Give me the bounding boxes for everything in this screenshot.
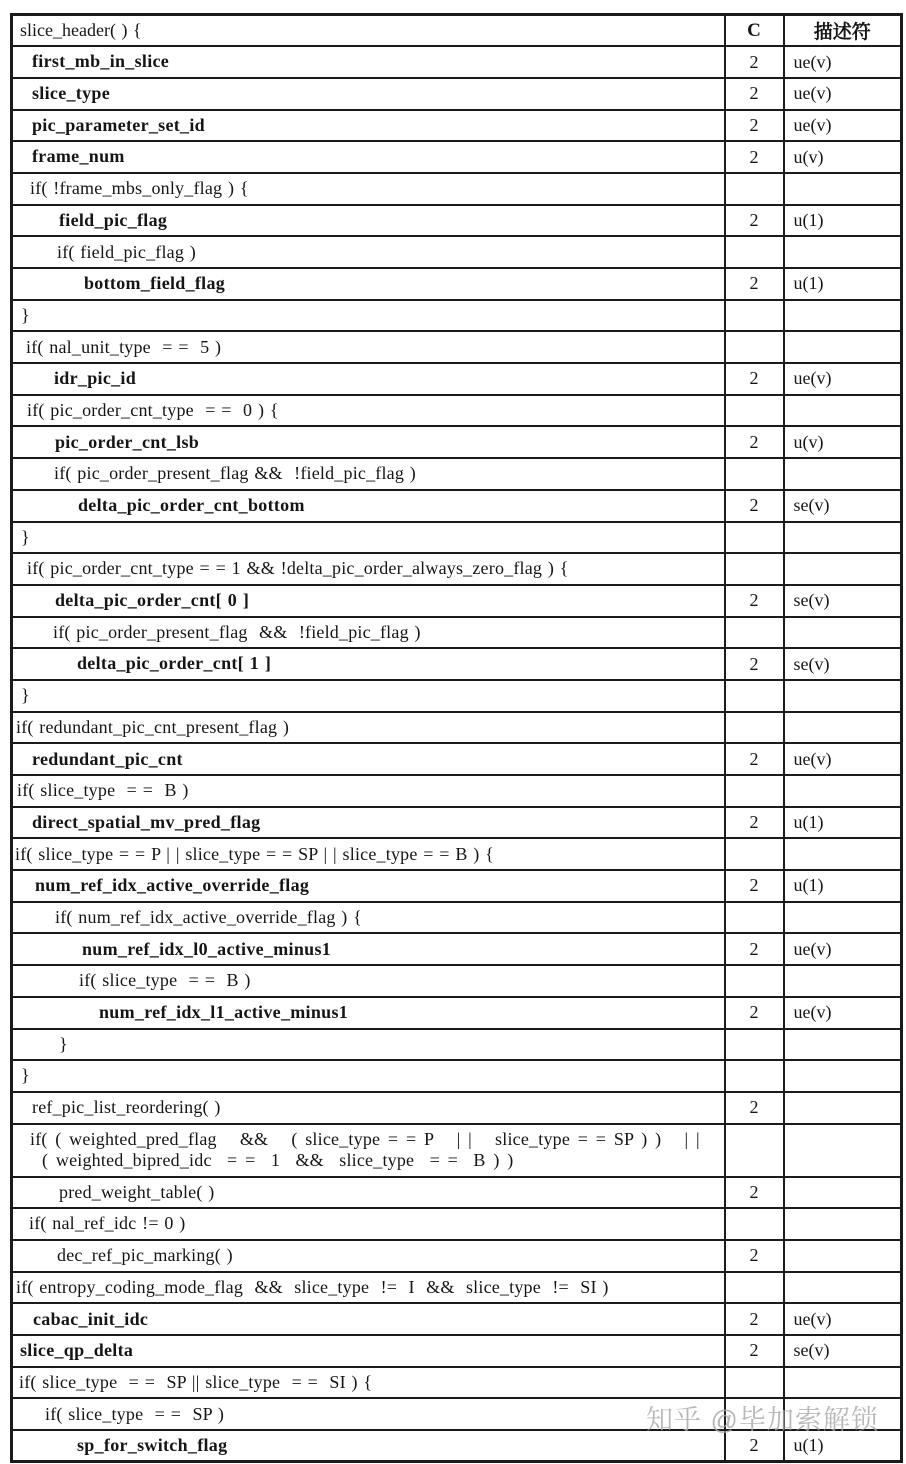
syntax-cell: [12, 395, 725, 427]
syntax-text: if( pic_order_cnt_type = = 1 && !delta_pic_order_always_zero_flag ) {: [27, 558, 569, 579]
syntax-text: }: [59, 1033, 68, 1054]
descriptor-cell: se(v): [784, 585, 902, 617]
category-cell: [725, 331, 784, 363]
category-cell: 2: [725, 490, 784, 522]
syntax-text: if( slice_type = = P | | slice_type = = SP | | slice_type = = B ) {: [15, 843, 494, 864]
table-row: [12, 110, 902, 142]
syntax-cell: [12, 522, 725, 554]
descriptor-cell: [784, 1092, 902, 1124]
syntax-text: num_ref_idx_l1_active_minus1: [99, 1002, 349, 1023]
syntax-cell: [12, 1092, 725, 1124]
syntax-text: cabac_init_idc: [33, 1308, 149, 1329]
category-cell: [725, 300, 784, 332]
category-cell: 2: [725, 1430, 784, 1462]
syntax-cell: [12, 1060, 725, 1092]
table-row: [12, 712, 902, 744]
descriptor-cell: u(v): [784, 141, 902, 173]
descriptor-cell: u(1): [784, 807, 902, 839]
syntax-text: }: [21, 526, 30, 547]
syntax-text: if( pic_order_present_flag && !field_pic_flag ): [54, 463, 416, 484]
syntax-cell: [12, 46, 725, 78]
descriptor-cell: [784, 1240, 902, 1272]
syntax-cell: [12, 838, 725, 870]
table-row: [12, 1367, 902, 1399]
descriptor-cell: ue(v): [784, 1303, 902, 1335]
slice-header-syntax-table: [10, 13, 903, 1463]
category-cell: 2: [725, 205, 784, 237]
syntax-text: if( pic_order_present_flag && !field_pic_flag ): [53, 621, 421, 642]
syntax-cell: [12, 870, 725, 902]
category-cell: [725, 1398, 784, 1430]
category-cell: 2: [725, 141, 784, 173]
category-cell: 2: [725, 1092, 784, 1124]
syntax-cell: [12, 490, 725, 522]
table-row: [12, 268, 902, 300]
descriptor-cell: [784, 617, 902, 649]
category-cell: 2: [725, 648, 784, 680]
table-row: [12, 1430, 902, 1462]
syntax-cell: [12, 458, 725, 490]
syntax-cell: [12, 1367, 725, 1399]
syntax-table-body: [12, 46, 902, 1462]
syntax-text: direct_spatial_mv_pred_flag: [32, 811, 261, 832]
table-row: [12, 522, 902, 554]
table-row: [12, 1177, 902, 1209]
syntax-text-continued: ( weighted_bipred_idc = = 1 && slice_type = = B ) ): [42, 1150, 514, 1171]
syntax-cell: [12, 1124, 725, 1177]
descriptor-cell: ue(v): [784, 933, 902, 965]
descriptor-cell: [784, 838, 902, 870]
category-cell: [725, 522, 784, 554]
category-cell: [725, 680, 784, 712]
syntax-text: slice_qp_delta: [20, 1340, 134, 1361]
table-row: [12, 1092, 902, 1124]
syntax-cell: [12, 902, 725, 934]
table-row: [12, 1335, 902, 1367]
syntax-cell: [12, 331, 725, 363]
descriptor-cell: u(1): [784, 268, 902, 300]
category-cell: 2: [725, 110, 784, 142]
descriptor-cell: [784, 1060, 902, 1092]
syntax-cell: [12, 1430, 725, 1462]
syntax-cell: [12, 1398, 725, 1430]
syntax-cell: [12, 426, 725, 458]
table-header-row: [12, 15, 902, 47]
category-cell: [725, 902, 784, 934]
table-row: [12, 1398, 902, 1430]
table-row: [12, 933, 902, 965]
descriptor-cell: [784, 680, 902, 712]
syntax-text: dec_ref_pic_marking( ): [57, 1245, 233, 1266]
syntax-cell: [12, 648, 725, 680]
syntax-cell: [12, 997, 725, 1029]
descriptor-cell: [784, 395, 902, 427]
syntax-text: ref_pic_list_reordering( ): [32, 1097, 221, 1118]
descriptor-cell: [784, 1367, 902, 1399]
syntax-cell: [12, 300, 725, 332]
category-cell: [725, 1029, 784, 1061]
syntax-text: }: [21, 685, 30, 706]
syntax-text: pic_order_cnt_lsb: [55, 431, 200, 452]
syntax-cell: [12, 173, 725, 205]
descriptor-cell: [784, 522, 902, 554]
syntax-text: if( entropy_coding_mode_flag && slice_type != I && slice_type != SI ): [16, 1276, 609, 1297]
category-cell: [725, 1367, 784, 1399]
syntax-text: if( pic_order_cnt_type = = 0 ) {: [27, 399, 279, 420]
category-cell: [725, 1124, 784, 1177]
table-row: [12, 1060, 902, 1092]
syntax-cell: [12, 205, 725, 237]
syntax-text: }: [21, 304, 30, 325]
table-row: [12, 236, 902, 268]
descriptor-cell: [784, 775, 902, 807]
zhihu-watermark: 知乎 @毕加索解锁: [646, 1405, 879, 1435]
syntax-cell: [12, 585, 725, 617]
descriptor-cell: [784, 173, 902, 205]
category-cell: 2: [725, 1240, 784, 1272]
descriptor-cell: [784, 1124, 902, 1177]
descriptor-cell: u(1): [784, 1430, 902, 1462]
table-row: [12, 965, 902, 997]
table-row: [12, 838, 902, 870]
syntax-header-cell: [12, 15, 725, 47]
syntax-text: }: [21, 1065, 30, 1086]
category-cell: [725, 395, 784, 427]
category-cell: 2: [725, 743, 784, 775]
syntax-cell: [12, 1335, 725, 1367]
category-header-cell: C: [725, 15, 784, 47]
table-row: [12, 426, 902, 458]
syntax-text: delta_pic_order_cnt[ 1 ]: [77, 653, 272, 674]
syntax-cell: [12, 363, 725, 395]
category-cell: 2: [725, 585, 784, 617]
table-row: [12, 1272, 902, 1304]
category-cell: [725, 553, 784, 585]
category-cell: [725, 838, 784, 870]
syntax-text: bottom_field_flag: [84, 273, 226, 294]
syntax-text: idr_pic_id: [54, 368, 137, 389]
descriptor-cell: [784, 1208, 902, 1240]
descriptor-cell: se(v): [784, 648, 902, 680]
table-row: [12, 997, 902, 1029]
descriptor-cell: [784, 902, 902, 934]
table-row: [12, 300, 902, 332]
syntax-cell: [12, 617, 725, 649]
category-cell: 2: [725, 268, 784, 300]
category-cell: 2: [725, 870, 784, 902]
descriptor-cell: [784, 300, 902, 332]
category-cell: 2: [725, 46, 784, 78]
category-cell: 2: [725, 363, 784, 395]
syntax-cell: [12, 775, 725, 807]
syntax-text: if( slice_type = = SP || slice_type = = SI ) {: [19, 1371, 373, 1392]
table-row: [12, 1240, 902, 1272]
descriptor-cell: [784, 1398, 902, 1430]
category-cell: [725, 712, 784, 744]
syntax-cell: [12, 1303, 725, 1335]
syntax-text: slice_type: [32, 83, 110, 104]
category-cell: [725, 1208, 784, 1240]
table-row: [12, 680, 902, 712]
table-row: [12, 458, 902, 490]
descriptor-cell: [784, 236, 902, 268]
table-row: [12, 46, 902, 78]
table-row: [12, 331, 902, 363]
descriptor-cell: [784, 1029, 902, 1061]
syntax-text: if( !frame_mbs_only_flag ) {: [30, 178, 249, 199]
syntax-text: if( nal_ref_idc != 0 ): [29, 1213, 186, 1234]
descriptor-cell: ue(v): [784, 997, 902, 1029]
syntax-text: frame_num: [32, 146, 125, 167]
syntax-cell: [12, 807, 725, 839]
table-row: [12, 173, 902, 205]
syntax-text: num_ref_idx_l0_active_minus1: [82, 938, 332, 959]
descriptor-cell: ue(v): [784, 46, 902, 78]
descriptor-cell: [784, 331, 902, 363]
table-row: [12, 1124, 902, 1177]
table-row: [12, 617, 902, 649]
category-cell: [725, 1272, 784, 1304]
descriptor-header-cell: 描述符: [784, 15, 902, 47]
syntax-cell: [12, 553, 725, 585]
table-row: [12, 807, 902, 839]
syntax-text: first_mb_in_slice: [32, 51, 170, 72]
descriptor-cell: [784, 965, 902, 997]
syntax-cell: [12, 933, 725, 965]
table-row: [12, 78, 902, 110]
table-row: [12, 490, 902, 522]
category-cell: [725, 775, 784, 807]
table-row: [12, 648, 902, 680]
table-row: [12, 363, 902, 395]
category-cell: 2: [725, 933, 784, 965]
syntax-text: field_pic_flag: [59, 209, 168, 230]
syntax-cell: [12, 1272, 725, 1304]
category-cell: [725, 236, 784, 268]
syntax-text: if( field_pic_flag ): [57, 241, 196, 262]
syntax-cell: [12, 1240, 725, 1272]
table-row: [12, 585, 902, 617]
syntax-text: pred_weight_table( ): [59, 1181, 215, 1202]
syntax-text: delta_pic_order_cnt_bottom: [78, 495, 305, 516]
table-row: [12, 870, 902, 902]
descriptor-cell: ue(v): [784, 78, 902, 110]
descriptor-cell: ue(v): [784, 743, 902, 775]
category-cell: [725, 965, 784, 997]
syntax-text: if( slice_type = = B ): [17, 780, 189, 801]
syntax-cell: [12, 141, 725, 173]
table-row: [12, 141, 902, 173]
table-row: [12, 902, 902, 934]
category-cell: 2: [725, 1177, 784, 1209]
descriptor-cell: [784, 553, 902, 585]
table-row: [12, 395, 902, 427]
descriptor-cell: ue(v): [784, 110, 902, 142]
descriptor-cell: se(v): [784, 490, 902, 522]
syntax-cell: [12, 743, 725, 775]
category-cell: 2: [725, 1335, 784, 1367]
descriptor-cell: u(v): [784, 426, 902, 458]
syntax-cell: [12, 1208, 725, 1240]
table-row: [12, 775, 902, 807]
syntax-text: if( slice_type = = B ): [79, 970, 251, 991]
descriptor-cell: [784, 712, 902, 744]
syntax-text: if( slice_type = = SP ): [45, 1403, 225, 1424]
syntax-cell: [12, 78, 725, 110]
syntax-cell: [12, 965, 725, 997]
category-cell: 2: [725, 78, 784, 110]
category-cell: [725, 617, 784, 649]
syntax-cell: [12, 110, 725, 142]
category-cell: 2: [725, 426, 784, 458]
descriptor-cell: u(1): [784, 870, 902, 902]
syntax-text: if( ( weighted_pred_flag && ( slice_type = = P | | slice_type = = SP ) ) | |: [30, 1128, 700, 1149]
syntax-cell: [12, 712, 725, 744]
table-row: [12, 553, 902, 585]
syntax-text: sp_for_switch_flag: [77, 1435, 228, 1456]
descriptor-cell: [784, 1177, 902, 1209]
category-cell: 2: [725, 807, 784, 839]
descriptor-cell: ue(v): [784, 363, 902, 395]
syntax-text: redundant_pic_cnt: [32, 748, 183, 769]
category-cell: [725, 458, 784, 490]
syntax-text: if( num_ref_idx_active_override_flag ) {: [55, 906, 363, 927]
syntax-cell: [12, 236, 725, 268]
syntax-text: if( redundant_pic_cnt_present_flag ): [16, 716, 290, 737]
descriptor-cell: u(1): [784, 205, 902, 237]
table-row: [12, 205, 902, 237]
category-cell: [725, 1060, 784, 1092]
syntax-cell: [12, 1029, 725, 1061]
category-cell: [725, 173, 784, 205]
category-cell: 2: [725, 1303, 784, 1335]
descriptor-cell: se(v): [784, 1335, 902, 1367]
category-cell: 2: [725, 997, 784, 1029]
syntax-cell: [12, 268, 725, 300]
descriptor-cell: [784, 1272, 902, 1304]
syntax-text: pic_parameter_set_id: [32, 114, 205, 135]
syntax-text: if( nal_unit_type = = 5 ): [26, 336, 222, 357]
table-row: [12, 1303, 902, 1335]
syntax-cell: [12, 1177, 725, 1209]
descriptor-cell: [784, 458, 902, 490]
syntax-cell: [12, 680, 725, 712]
table-row: [12, 1208, 902, 1240]
slice-header-label: slice_header( ) {: [20, 19, 142, 40]
syntax-text: delta_pic_order_cnt[ 0 ]: [55, 590, 250, 611]
table-row: [12, 1029, 902, 1061]
table-row: [12, 743, 902, 775]
syntax-text: num_ref_idx_active_override_flag: [35, 875, 310, 896]
